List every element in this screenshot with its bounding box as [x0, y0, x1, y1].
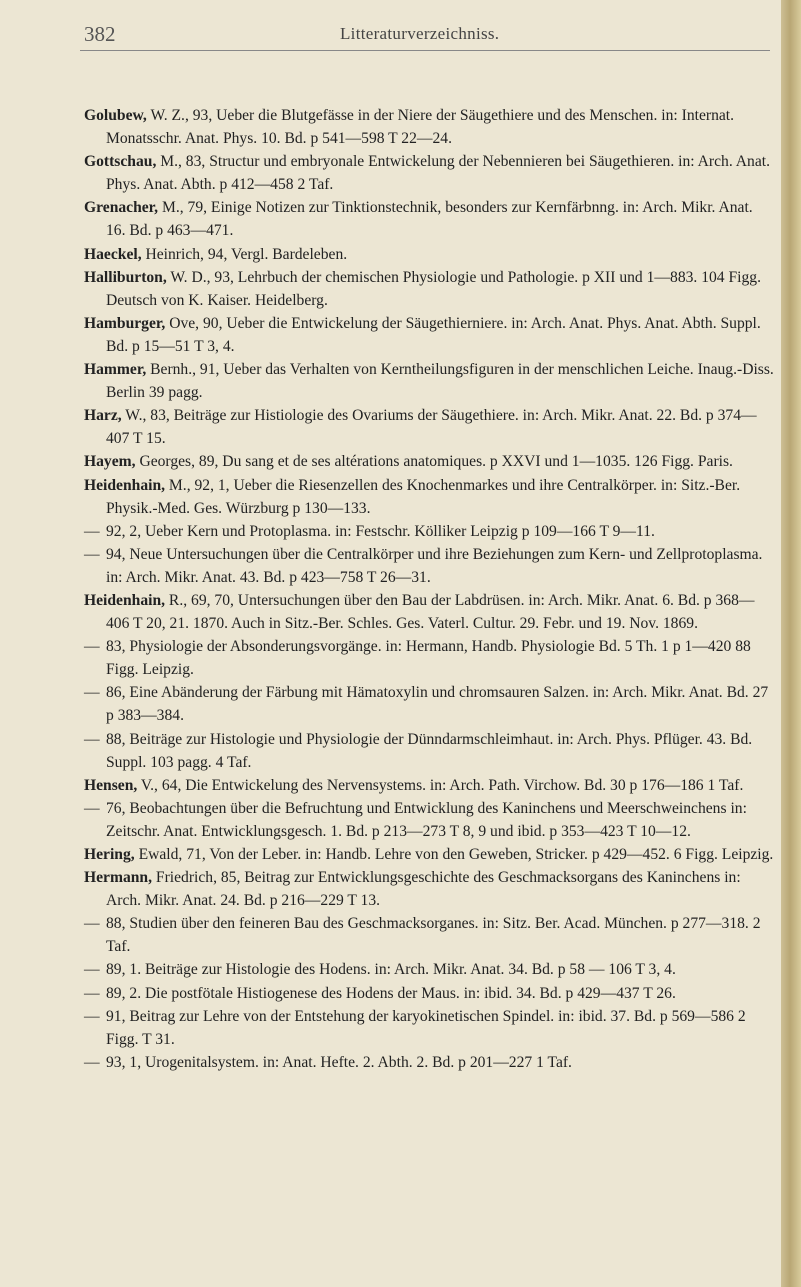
entry-text: 76, Beobachtungen über die Befruchtung und Entwicklung des Kaninchens und Meerschweinchens in: Zeitschr. Anat. Entwicklungsgesch. 1. Bd. p 213—273 T 8, 9 und ibid. p 353—423 T 10—12.	[106, 799, 747, 840]
bibliography-entry	[84, 912, 774, 958]
bibliography-entry	[84, 982, 774, 1005]
bibliography-entry	[84, 958, 774, 981]
entry-author: Harz,	[84, 407, 122, 425]
entry-continuation-dash: —	[84, 799, 100, 817]
entry-author: Hamburger,	[84, 314, 166, 332]
entry-continuation-dash: —	[84, 730, 100, 748]
entry-text: Georges, 89, Du sang et de ses altérations anatomiques. p XXVI und 1—1035. 126 Figg. Paris.	[135, 453, 733, 471]
entry-author: Hammer,	[84, 361, 147, 379]
bibliography-entry	[84, 243, 774, 266]
entry-text: 89, 1. Beiträge zur Histologie des Hodens. in: Arch. Mikr. Anat. 34. Bd. p 58 — 106 T 3, 4.	[106, 961, 676, 979]
bibliography-entry	[84, 681, 774, 727]
bibliography-entry	[84, 520, 774, 543]
entry-text: Bernh., 91, Ueber das Verhalten von Kerntheilungsfiguren in der menschlichen Leiche. Inaug.-Diss. Berlin 39 pagg.	[106, 361, 774, 402]
bibliography-entry	[84, 1051, 774, 1074]
header-rule	[80, 50, 770, 51]
entry-text: M., 83, Structur und embryonale Entwickelung der Nebennieren bei Säugethieren. in: Arch. Anat. Phys. Anat. Abth. p 412—458 2 Taf.	[106, 153, 770, 194]
entry-text: W. Z., 93, Ueber die Blutgefässe in der Niere der Säugethiere und des Menschen. in: Internat. Monatsschr. Anat. Phys. 10. Bd. p 541—598 T 22—24.	[106, 107, 735, 148]
entry-continuation-dash: —	[84, 1053, 100, 1071]
bibliography-entry	[84, 358, 774, 404]
bibliography-entry	[84, 774, 774, 797]
entry-text: R., 69, 70, Untersuchungen über den Bau der Labdrüsen. in: Arch. Mikr. Anat. 6. Bd. p 368—406 T 20, 21. 1870. Auch in Sitz.-Ber. Schles. Ges. Vaterl. Cultur. 29. Febr. und 19. Nov. 1869.	[106, 591, 755, 633]
bibliography-entry	[84, 843, 774, 866]
bibliography-entry	[84, 312, 774, 358]
entry-author: Golubew,	[84, 107, 147, 124]
entry-continuation-dash: —	[84, 545, 100, 563]
entry-continuation-dash: —	[84, 684, 100, 702]
entry-text: 86, Eine Abänderung der Färbung mit Hämatoxylin und chromsauren Salzen. in: Arch. Mikr. Anat. Bd. 27 p 383—384.	[106, 684, 769, 725]
entry-text: Ewald, 71, Von der Leber. in: Handb. Lehre von den Geweben, Stricker. p 429—452. 6 Figg. Leipzig.	[134, 846, 774, 863]
entry-text: W., 83, Beiträge zur Histiologie des Ovariums der Säugethiere. in: Arch. Mikr. Anat. 22. Bd. p 374—407 T 15.	[106, 407, 757, 448]
entry-continuation-dash: —	[84, 522, 100, 540]
entry-author: Hensen,	[84, 776, 138, 794]
entry-text: M., 79, Einige Notizen zur Tinktionstechnik, besonders zur Kernfärbnng. in: Arch. Mikr. Anat. 16. Bd. p 463—471.	[106, 199, 753, 240]
entry-text: M., 92, 1, Ueber die Riesenzellen des Knochenmarkes und ihre Centralkörper. in: Sitz.-Ber. Physik.-Med. Ges. Würzburg p 130—133.	[106, 476, 741, 517]
entry-text: W. D., 93, Lehrbuch der chemischen Physiologie und Pathologie. p XII und 1—883. 104 Figg. Deutsch von K. Kaiser. Heidelberg.	[106, 268, 761, 309]
entry-author: Halliburton,	[84, 268, 167, 286]
bibliography-entry	[84, 104, 774, 150]
bibliography-entry	[84, 1005, 774, 1051]
entry-author: Grenacher,	[84, 199, 159, 217]
bibliography-entry	[84, 635, 774, 681]
page-edge	[781, 0, 801, 1287]
entry-continuation-dash: —	[84, 915, 100, 933]
entry-text: 89, 2. Die postfötale Histiogenese des Hodens der Maus. in: ibid. 34. Bd. p 429—437 T 26.	[106, 984, 676, 1002]
entry-author: Gottschau,	[84, 153, 157, 171]
entry-text: 91, Beitrag zur Lehre von der Entstehung der karyokinetischen Spindel. in: ibid. 37. Bd. p 569—586 2 Figg. T 31.	[106, 1007, 746, 1048]
entry-text: Friedrich, 85, Beitrag zur Entwicklungsgeschichte des Geschmacksorgans des Kaninchens in: Arch. Mikr. Anat. 24. Bd. p 216—229 T 13.	[106, 869, 741, 910]
entry-author: Hermann,	[84, 869, 153, 887]
entry-continuation-dash: —	[84, 638, 100, 656]
entry-continuation-dash: —	[84, 1007, 100, 1025]
entry-text: 88, Studien über den feineren Bau des Geschmacksorganes. in: Sitz. Ber. Acad. München. p 277—318. 2 Taf.	[106, 915, 761, 956]
bibliography-list	[84, 104, 774, 1074]
bibliography-entry	[84, 266, 774, 312]
bibliography-entry	[84, 150, 774, 196]
bibliography-entry	[84, 728, 774, 774]
entry-text: V., 64, Die Entwickelung des Nervensystems. in: Arch. Path. Virchow. Bd. 30 p 176—186 1 Taf.	[137, 776, 744, 794]
bibliography-entry	[84, 866, 774, 912]
bibliography-entry	[84, 797, 774, 843]
entry-text: Heinrich, 94, Vergl. Bardeleben.	[141, 245, 348, 263]
entry-continuation-dash: —	[84, 984, 100, 1002]
entry-author: Heidenhain,	[84, 591, 166, 609]
entry-continuation-dash: —	[84, 961, 100, 979]
entry-text: 94, Neue Untersuchungen über die Centralkörper und ihre Beziehungen zum Kern- und Zellprotoplasma. in: Arch. Mikr. Anat. 43. Bd. p 423—758 T 26—31.	[106, 545, 763, 586]
bibliography-entry	[84, 404, 774, 450]
bibliography-entry	[84, 474, 774, 520]
entry-text: 88, Beiträge zur Histologie und Physiologie der Dünndarmschleimhaut. in: Arch. Phys. Pflüger. 43. Bd. Suppl. 103 pagg. 4 Taf.	[106, 730, 753, 771]
entry-author: Hering,	[84, 846, 135, 863]
bibliography-entry	[84, 589, 774, 635]
bibliography-entry	[84, 450, 774, 473]
bibliography-entry	[84, 543, 774, 589]
entry-author: Hayem,	[84, 453, 136, 471]
page-number: 382	[84, 22, 116, 46]
bibliography-entry	[84, 196, 774, 242]
entry-text: 92, 2, Ueber Kern und Protoplasma. in: Festschr. Kölliker Leipzig p 109—166 T 9—11.	[106, 522, 655, 540]
entry-author: Heidenhain,	[84, 476, 166, 494]
entry-text: 93, 1, Urogenitalsystem. in: Anat. Hefte. 2. Abth. 2. Bd. p 201—227 1 Taf.	[106, 1053, 572, 1071]
entry-text: 83, Physiologie der Absonderungsvorgänge. in: Hermann, Handb. Physiologie Bd. 5 Th. 1 p 1—420 88 Figg. Leipzig.	[106, 638, 751, 679]
running-header-title: Litteraturverzeichniss.	[340, 24, 500, 43]
entry-text: Ove, 90, Ueber die Entwickelung der Säugethierniere. in: Arch. Anat. Phys. Anat. Abth. Suppl. Bd. p 15—51 T 3, 4.	[106, 314, 761, 355]
entry-author: Haeckel,	[84, 245, 142, 263]
